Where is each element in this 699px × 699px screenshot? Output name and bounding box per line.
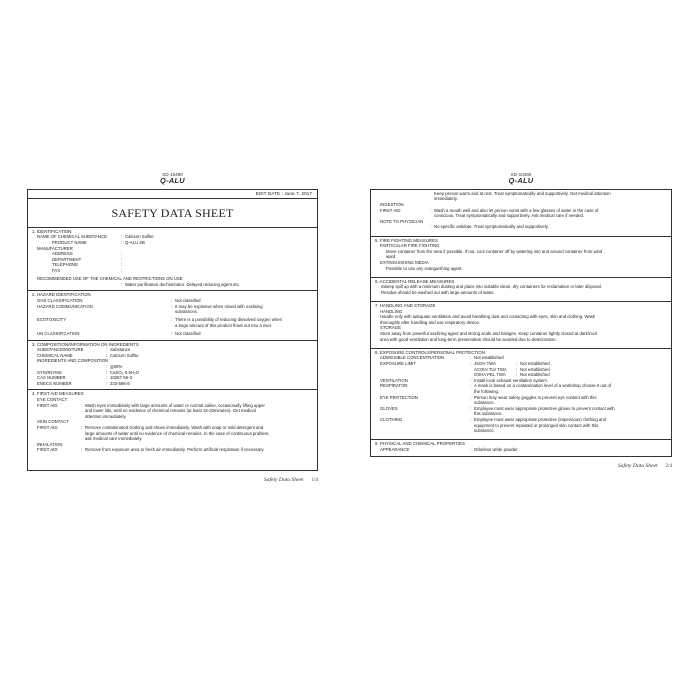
field-value: Person may wear safety goggles to prevent eye contact with this bbox=[474, 394, 597, 400]
field-value: Not classified bbox=[175, 331, 201, 337]
field-value: a large amount of this product flows out into a river. bbox=[175, 322, 273, 328]
field-label: INGREDIENTS AND COMPOSITION bbox=[37, 358, 109, 364]
field-value: Remove contaminated clothing and shoes immediately. Wash with soap or mild detergent and bbox=[85, 424, 264, 430]
field-label: MANUFACTURER bbox=[37, 245, 73, 251]
footer-title: Safety Data Sheet bbox=[263, 476, 304, 483]
field-row: SUBSTANCE/MIXTURE : Substance bbox=[32, 347, 314, 353]
field-label: JSOH TWA bbox=[474, 361, 496, 367]
field-row: HAZARD COMMUNICATION : It may be explosive when mixed with oxidising bbox=[32, 304, 314, 310]
field-label: INHALATION bbox=[37, 441, 63, 447]
page-header bbox=[27, 172, 318, 186]
section-first-aid-continued bbox=[371, 190, 671, 236]
field-value: thoroughly after handling and use respiratory device. bbox=[380, 319, 481, 325]
field-value: Employee must wear appropriate protective gloves to prevent contact with bbox=[474, 405, 615, 411]
field-label: GHS CLASSIFICATION bbox=[37, 297, 83, 303]
section-heading: 8. EXPOSURE CONTROLS/PERSONAL PROTECTION bbox=[375, 349, 485, 355]
field-row: ADDRESS : bbox=[52, 251, 123, 257]
field-value: Residue should be washed out with large amounts of water. bbox=[381, 289, 495, 295]
field-label: NAME OF CHEMICAL SUBSTANCE bbox=[37, 234, 107, 240]
document-number: SD-10490 bbox=[510, 172, 532, 177]
page-header bbox=[370, 172, 672, 186]
field-value: Store away from powerful oxidizing agent and strong acids and halogen. Keep container tightly closed at dark/cool bbox=[380, 331, 597, 337]
field-label: NOTE TO PHYSICIAN bbox=[380, 218, 424, 224]
field-row: VENTILATION : Install local exhaust ventilation system. bbox=[375, 378, 668, 384]
field-label: CHEMICAL NAME bbox=[37, 352, 73, 358]
field-label: FIRST AID bbox=[37, 447, 58, 453]
field-value: this substance. bbox=[474, 411, 503, 417]
field-value: equipment to prevent repeated or prolonged skin contact with this bbox=[474, 422, 599, 428]
field-label: HANDLING bbox=[380, 308, 403, 314]
field-row: CLOTHING : Employee must wear appropriate protective (impervious) clothing and bbox=[375, 417, 668, 423]
field-value: Water purification dechlorinator. Delayed reducing agent etc. bbox=[125, 281, 240, 287]
field-label: RECOMMENDED USE OF THE CHEMICAL AND RESTRICTIONS ON USE bbox=[37, 276, 183, 282]
field-row bbox=[375, 428, 668, 434]
field-value: ask medical care immediately. bbox=[85, 436, 143, 442]
field-value: Not established bbox=[474, 355, 504, 361]
field-row: : ≧90% bbox=[32, 364, 314, 370]
field-label: FIRST AID bbox=[380, 207, 401, 213]
field-value: substance. bbox=[474, 400, 495, 406]
field-label: DEPARTMENT bbox=[52, 256, 82, 262]
field-row: ENECS NUMBER : 233-596-8 bbox=[32, 381, 314, 387]
field-value: Keep person warm and at rest. Treat symptomatically and supportively. Get medical attention bbox=[434, 190, 611, 196]
field-label: APPEARANCE bbox=[380, 446, 410, 452]
field-value: CaSO₃·0.5H₂O bbox=[110, 369, 139, 375]
footer-title: Safety Data Sheet bbox=[617, 462, 658, 469]
field-value: Not established bbox=[520, 372, 550, 378]
field-row: OSHA PEL TWA : Not established bbox=[375, 372, 668, 378]
field-label: PRODUCT NAME bbox=[52, 239, 87, 245]
field-label: ADDRESS bbox=[52, 251, 73, 257]
section-heading: 1. IDENTIFICATION bbox=[32, 228, 72, 234]
edit-date: EDIT DATE : June 7, 2017 bbox=[28, 190, 317, 199]
field-row: DEPARTMENT : bbox=[52, 256, 123, 262]
field-label: ADMISSIBLE CONCENTRATION bbox=[380, 355, 445, 361]
field-label: GLOVES bbox=[380, 405, 398, 411]
field-row: SYNONYMS : CaSO₃·0.5H₂O bbox=[32, 370, 314, 376]
field-row bbox=[32, 436, 314, 442]
field-row bbox=[32, 309, 314, 315]
field-value: ward. bbox=[386, 254, 397, 260]
field-value: A mask is based on a contamination level of a workshop choose it out of bbox=[474, 383, 612, 389]
field-value: substance. bbox=[474, 428, 495, 434]
field-label: OSHA PEL TWA bbox=[474, 372, 506, 378]
field-label: PARTICULAR FIRE FIGHTING bbox=[380, 243, 440, 249]
field-row: EXPOSURE LIMIT : JSOH TWA : Not established bbox=[375, 361, 668, 367]
field-row: NAME OF CHEMICAL SUBSTANCE : Calcium Sulfite bbox=[32, 234, 314, 240]
field-label: EXPOSURE LIMIT bbox=[380, 361, 417, 367]
field-row bbox=[375, 196, 668, 202]
field-row: RESPIRATOR : A mask is based on a contamination level of a workshop choose it out of bbox=[375, 383, 668, 389]
field-value: Possible to use any extinguishing agent. bbox=[386, 265, 463, 271]
section-identification bbox=[28, 228, 317, 291]
field-value: Not classified bbox=[175, 297, 201, 303]
field-value: Wash eyes immediately with large amounts of water or normal saline, occasionally lifting upper bbox=[85, 402, 265, 408]
field-row: GHS CLASSIFICATION : Not classified bbox=[32, 298, 314, 304]
field-row: : No specific antidote. Treat symptomatically and supportively. bbox=[375, 224, 668, 230]
field-row: FAX : bbox=[52, 267, 123, 273]
field-row: ACGIH TLV TWA : Not established bbox=[375, 367, 668, 373]
field-row: FIRST AID : Remove contaminated clothing and shoes immediately. Wash with soap or mild detergent and bbox=[32, 425, 314, 431]
field-value: Q-ALU ZB bbox=[125, 239, 145, 245]
field-value: Not established bbox=[520, 366, 550, 372]
field-value: 10257-55-3 bbox=[110, 375, 132, 381]
field-row: FIRST AID : Wash a mouth well and also let person vomit with a few glasses of water in the case of bbox=[375, 208, 668, 214]
document-number: SD-10490 bbox=[162, 172, 183, 177]
field-value: There is a possibility of reducing dissolved oxygen when bbox=[175, 317, 283, 323]
field-value: Remove from exposure area to fresh air immediately. Perform artificial respiration if necessary. bbox=[85, 447, 265, 453]
section-heading: 7. HANDLING AND STORAGE bbox=[375, 303, 436, 309]
field-value: Odorless white powder bbox=[474, 446, 518, 452]
section-exposure-controls bbox=[371, 348, 671, 440]
field-label: EYE PROTECTION bbox=[380, 394, 418, 400]
field-row: FIRST AID : Remove from exposure area to fresh air immediately. Perform artificial respiration if necessary. bbox=[32, 447, 314, 453]
field-label: SKIN CONTACT bbox=[37, 419, 69, 425]
field-value: Handle only with adequate ventilation and avoid breathing dust and contacting with eyes, skin and clothing. Wash bbox=[380, 314, 596, 320]
sds-page-1 bbox=[27, 172, 318, 483]
page-footer bbox=[370, 457, 672, 469]
field-label: FIRST AID bbox=[37, 402, 58, 408]
section-composition bbox=[28, 340, 317, 390]
field-row bbox=[32, 414, 314, 420]
field-label: ENECS NUMBER bbox=[37, 380, 72, 386]
field-row: UN CLASSIFICATION : Not classified bbox=[32, 331, 314, 337]
section-physical-chemical bbox=[371, 439, 671, 455]
sds-page-2 bbox=[370, 172, 672, 469]
field-value: ≧90% bbox=[110, 364, 123, 370]
field-label: UN CLASSIFICATION bbox=[37, 331, 80, 337]
field-label: INGESTION bbox=[380, 201, 404, 207]
field-value: It may be explosive when mixed with oxidising bbox=[175, 303, 263, 309]
field-value: Install local exhaust ventilation system. bbox=[474, 377, 549, 383]
field-value: No specific antidote. Treat symptomatically and supportively. bbox=[434, 224, 549, 230]
field-row: EYE PROTECTION : Person may wear safety goggles to prevent eye contact with this bbox=[375, 395, 668, 401]
sds-frame bbox=[27, 189, 318, 471]
field-row: PRODUCT NAME : Q-ALU ZB bbox=[32, 240, 314, 246]
field-row: ECOTOXICITY : There is a possibility of reducing dissolved oxygen when bbox=[32, 317, 314, 323]
field-row: TELEPHONE : bbox=[52, 262, 123, 268]
brand-logo: Q-ALU bbox=[160, 176, 185, 186]
section-fire-fighting bbox=[371, 236, 671, 277]
field-value: and lower lids, until no evidence of chemical remains (at least 15-20minutes). Get medical bbox=[85, 408, 256, 414]
field-row: ADMISSIBLE CONCENTRATION : Not established bbox=[375, 355, 668, 361]
section-heading: 5. FIRE FIGHTING MEASURES bbox=[375, 237, 438, 243]
field-row: APPEARANCE : Odorless white powder bbox=[375, 447, 668, 453]
page-title: SAFETY DATA SHEET bbox=[28, 199, 317, 228]
page-footer bbox=[27, 471, 318, 483]
field-value: Move container from fire area if possible. If not, cool container off by watering into and around container from wind bbox=[386, 248, 603, 254]
field-value: large amounts of water until no evidence of chemical remains. In the case of continuous problem, bbox=[85, 430, 270, 436]
field-label: ACGIH TLV TWA bbox=[474, 366, 507, 372]
section-hazard-identification bbox=[28, 290, 317, 339]
field-label: EXTINGUISHING MEDIA bbox=[380, 259, 429, 265]
field-value: conscious. Treat symptomatically and supportively. Ask medical care if needed. bbox=[434, 213, 585, 219]
field-value: 233-596-8 bbox=[110, 380, 130, 386]
field-row: GLOVES : Employee must wear appropriate protective gloves to prevent contact with bbox=[375, 406, 668, 412]
field-value: immediately. bbox=[434, 196, 458, 202]
field-row bbox=[32, 323, 314, 329]
field-label: SUBSTANCE/MIXTURE bbox=[37, 347, 84, 353]
field-value: Wash a mouth well and also let person vomit with a few glasses of water in the case of bbox=[434, 207, 599, 213]
field-label: SYNONYMS bbox=[37, 369, 62, 375]
field-row: FIRST AID : Wash eyes immediately with large amounts of water or normal saline, occasionally lifting upper bbox=[32, 403, 314, 409]
field-label: FIRST AID bbox=[37, 424, 58, 430]
field-label: ECOTOXICITY bbox=[37, 317, 67, 323]
field-row: CHEMICAL NAME : Calcium Sulfite bbox=[32, 353, 314, 359]
field-value: Employee must wear appropriate protective (impervious) clothing and bbox=[474, 416, 607, 422]
brand-logo: Q-ALU bbox=[508, 176, 534, 186]
field-row: CAS NUMBER : 10257-55-3 bbox=[32, 375, 314, 381]
section-accidental-release bbox=[371, 277, 671, 301]
page-number: 2/4 bbox=[665, 463, 672, 469]
field-label: VENTILATION bbox=[380, 377, 408, 383]
field-value: area with good ventilation and long-term preservation should be avoided due to deterioration. bbox=[380, 336, 557, 342]
field-value: substances. bbox=[175, 309, 198, 315]
field-value: Sweep spill up with a minimum dusting and place into suitable clean, dry containers for reclamation or later disposal. bbox=[381, 284, 602, 290]
field-value: Calcium Sulfite bbox=[125, 234, 154, 240]
section-handling-storage bbox=[371, 301, 671, 348]
field-label: HAZARD COMMUNICATION bbox=[37, 303, 93, 309]
field-label: EYE CONTACT bbox=[37, 397, 68, 403]
field-label: FAX bbox=[52, 267, 61, 273]
section-heading: 9. PHYSICAL AND CHEMICAL PROPERTIES bbox=[375, 441, 465, 447]
section-heading: 3. COMPOSITION/INFORMATION ON INGREDIENTS bbox=[32, 341, 139, 347]
field-label: CAS NUMBER bbox=[37, 375, 66, 381]
field-value: Not established bbox=[520, 361, 550, 367]
section-heading: 6. ACCIDENTAL RELEASE MEASURES bbox=[375, 278, 455, 284]
field-row: : Water purification dechlorinator. Delayed reducing agent etc. bbox=[32, 282, 314, 288]
page-number: 1/4 bbox=[311, 477, 318, 483]
field-value: Calcium Sulfite bbox=[110, 352, 139, 358]
section-heading: 2. HAZARD IDENTIFICATION bbox=[32, 292, 91, 298]
sds-frame bbox=[370, 189, 672, 457]
section-first-aid bbox=[28, 389, 317, 470]
field-value: Substance bbox=[110, 347, 131, 353]
section-heading: 4. FIRST AID MEASURES bbox=[32, 391, 84, 397]
field-label: CLOTHING bbox=[380, 416, 403, 422]
field-value: attention immediately. bbox=[85, 413, 127, 419]
field-row bbox=[375, 213, 668, 219]
field-value: the following. bbox=[474, 388, 500, 394]
field-label: TELEPHONE bbox=[52, 262, 79, 268]
field-label: STORAGE bbox=[380, 325, 401, 331]
field-label: RESPIRATOR bbox=[380, 383, 408, 389]
